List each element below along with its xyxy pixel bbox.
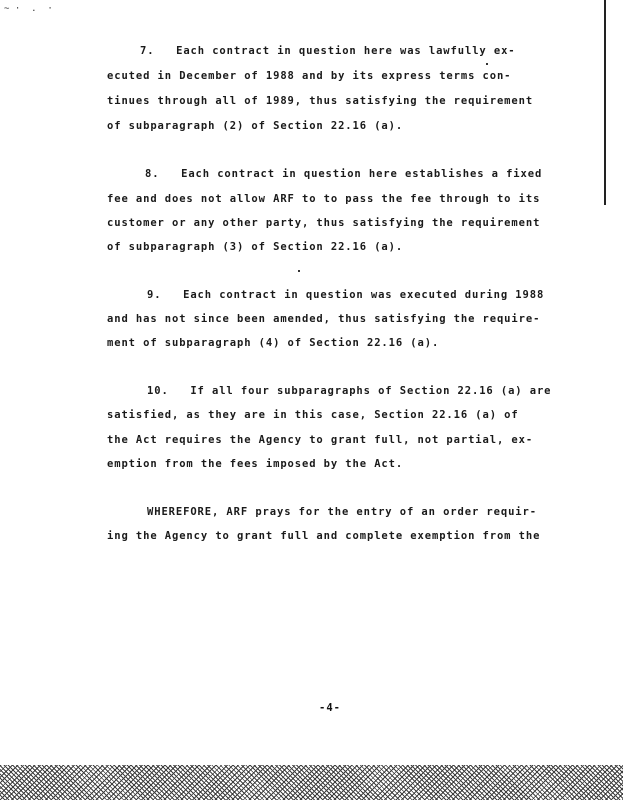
paragraph-10-line-1: 10. If all four subparagraphs of Section 22.16 (a) are [147,385,552,397]
paragraph-9-line-3: ment of subparagraph (4) of Section 22.16 (a). [107,337,440,349]
paragraph-10-line-2: satisfied, as they are in this case, Section 22.16 (a) of [107,409,519,421]
paragraph-7-line-1: 7. Each contract in question here was lawfully ex- [140,45,516,57]
page-number: -4- [319,702,341,714]
wherefore-line-2: ing the Agency to grant full and complete exemption from the [107,530,541,542]
paragraph-9-line-2: and has not since been amended, thus satisfying the require- [107,313,541,325]
paragraph-10-line-3: the Act requires the Agency to grant full, not partial, ex- [107,434,534,446]
paragraph-10-line-4: emption from the fees imposed by the Act. [107,458,404,470]
paragraph-8-line-1: 8. Each contract in question here establishes a fixed [145,168,543,180]
corner-scan-marks: ~ · . · [4,4,53,14]
scan-edge-line [604,0,606,205]
scan-speck [486,63,488,65]
paragraph-8-line-3: customer or any other party, thus satisfying the requirement [107,217,541,229]
paragraph-8-line-4: of subparagraph (3) of Section 22.16 (a). [107,241,404,253]
paragraph-7-line-3: tinues through all of 1989, thus satisfying the requirement [107,95,534,107]
paragraph-9-line-1: 9. Each contract in question was executed during 1988 [147,289,545,301]
scan-noise-strip [0,765,623,800]
paragraph-7-line-2: ecuted in December of 1988 and by its express terms con- [107,70,512,82]
scan-speck [298,270,300,272]
paragraph-8-line-2: fee and does not allow ARF to to pass the fee through to its [107,193,541,205]
wherefore-line-1: WHEREFORE, ARF prays for the entry of an order requir- [147,506,537,518]
paragraph-7-line-4: of subparagraph (2) of Section 22.16 (a). [107,120,404,132]
